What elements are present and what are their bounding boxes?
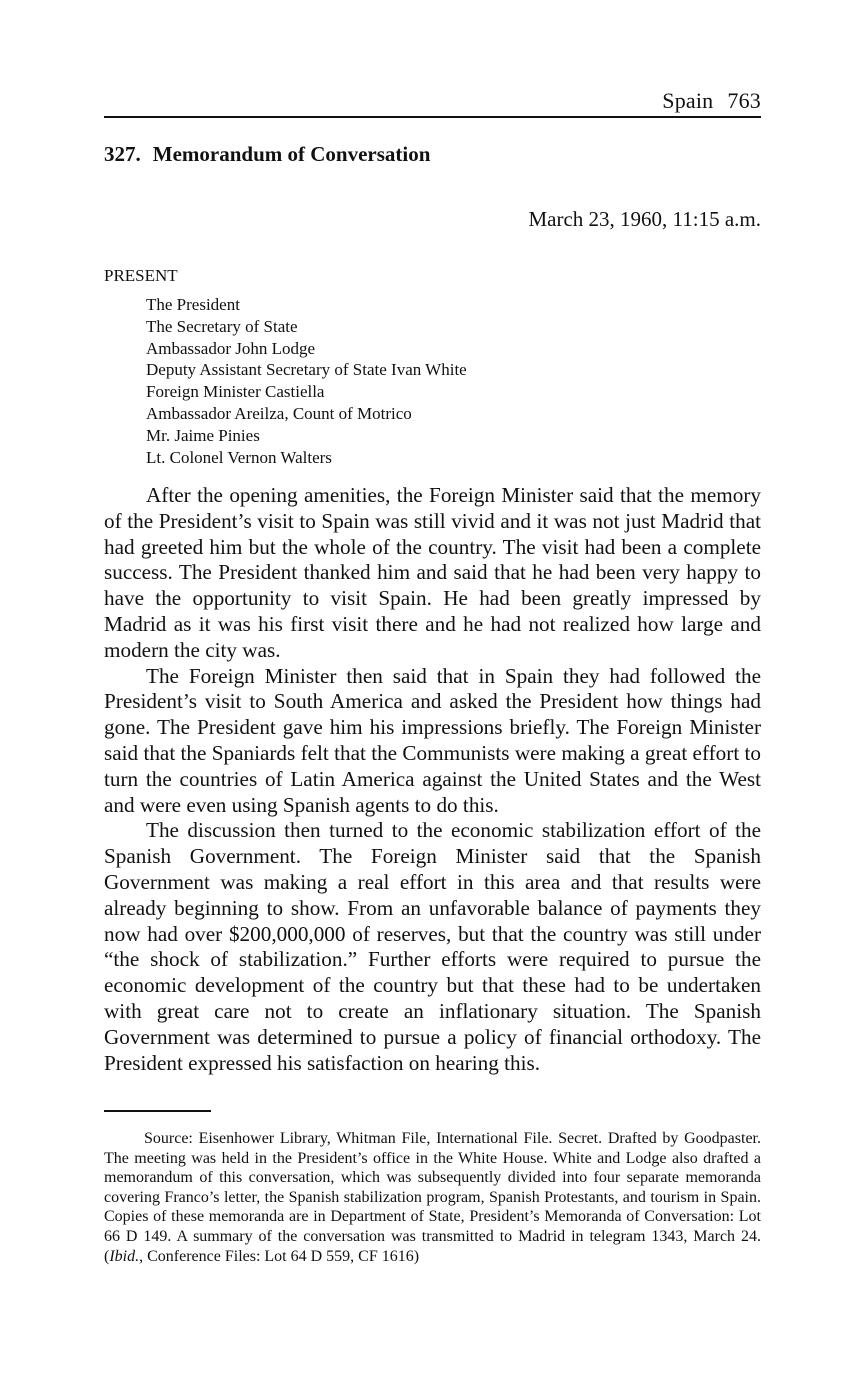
participant-item: Ambassador John Lodge [146,338,316,358]
running-head [104,86,761,118]
document-title-text: Memorandum of Conversation [152,142,431,166]
body-paragraph: The discussion then turned to the economic stabilization effort of the Spanish Government. The Foreign Minister said that the Spanish Government was making a real effort in this area and that results were already beginning to show. From an unfavorable balance of payments they now had over $200,000,000 of reserves, but that the country was still under “the shock of stabilization.” Further efforts were required to pursue the economic development of the country but that these had to be undertaken with great care not to create an inflationary situation. The Spanish Government was determined to pursue a policy of financial orthodoxy. The President expressed his satisfaction on hearing this. [104,818,761,1075]
document-number: 327. [104,142,141,166]
present-label: PRESENT [104,266,178,285]
footnote-text-end: , Conference Files: Lot 64 D 559, CF 1616) [139,1247,420,1265]
participant-item: Ambassador Areilza, Count of Motrico [146,403,412,423]
footnote-ibid: Ibid. [109,1247,140,1265]
running-head-text [662,86,761,116]
participant-item: Lt. Colonel Vernon Walters [146,447,332,467]
participant-item: Foreign Minister Castiella [146,382,325,402]
participant-list [146,294,467,468]
running-head-section: Spain [662,88,714,113]
page-number: 763 [727,88,761,113]
document-title [104,140,430,168]
participant-item: Deputy Assistant Secretary of State Ivan White [146,360,467,380]
body-paragraph: After the opening amenities, the Foreign Minister said that the memory of the President’s visit to Spain was still vivid and it was not just Madrid that had greeted him but the whole of the country. The visit had been a complete success. The President thanked him and said that he had been very happy to have the opportunity to visit Spain. He had been greatly impressed by Madrid as it was his first visit there and he had not realized how large and modern the city was. [104,483,761,662]
footnote-divider [104,1110,211,1112]
body-paragraph: The Foreign Minister then said that in Spain they had followed the President’s visit to South America and asked the President how things had gone. The President gave him his impressions briefly. The Foreign Minister said that the Spaniards felt that the Communists were making a great effort to turn the countries of Latin America against the United States and the West and were even using Spanish agents to do this. [104,663,761,817]
participant-item: The President [146,295,240,314]
participant-item: The Secretary of State [146,316,298,336]
source-footnote [104,1129,761,1266]
participant-item: Mr. Jaime Pinies [146,425,260,445]
footnote-text: Source: Eisenhower Library, Whitman File, International File. Secret. Drafted by Goodpaster. The meeting was held in the President’s office in the White House. White and Lodge also drafted a memorandum of this conversation, which was subsequently divided into four separate memoranda covering Franco’s letter, the Spanish stabilization program, Spanish Protestants, and tourism in Spain. Copies of these memoranda are in Department of State, President’s Memoranda of Conversation: Lot 66 D 149. A summary of the conversation was transmitted to Madrid in telegram 1343, March 24. ( [104,1130,761,1265]
body-text [104,483,761,1076]
dateline: March 23, 1960, 11:15 a.m. [528,207,761,231]
